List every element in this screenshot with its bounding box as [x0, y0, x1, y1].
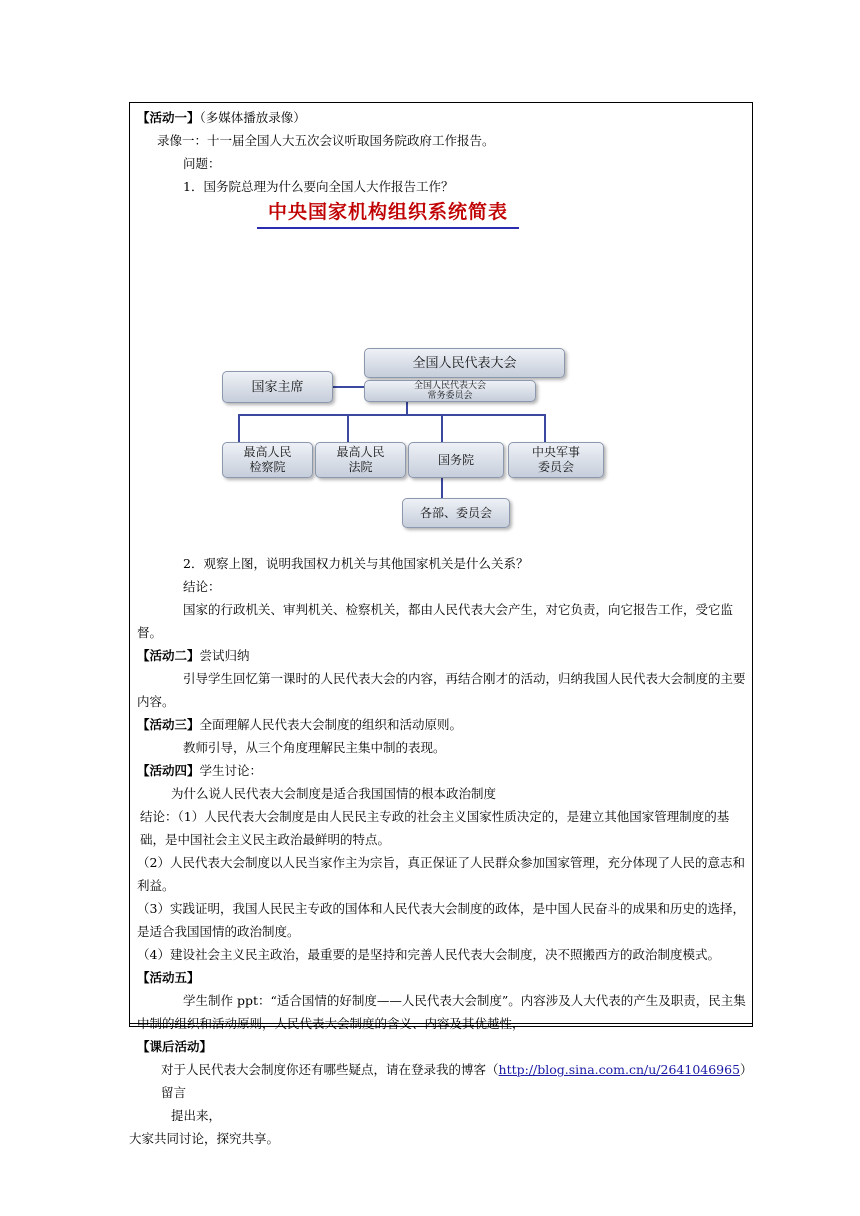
procuratorate-line2: 检察院: [249, 460, 286, 474]
npc-standing-line1: 全国人民代表大会: [413, 381, 486, 391]
ministries-box: 各部、委员会: [402, 498, 510, 528]
court-box: [315, 442, 406, 478]
military-commission-box: [508, 442, 604, 478]
activity4-point-4: （4）建设社会主义民主政治，最重要的是坚持和完善人民代表大会制度，决不照搬西方的政治制度模式。: [137, 947, 720, 962]
procuratorate-box: [222, 442, 313, 478]
npc-standing-line2: 常务委员会: [427, 391, 473, 401]
connector-line: [544, 414, 546, 442]
activity3-label: 【活动三】: [137, 717, 200, 732]
connector-line: [441, 476, 443, 500]
after-class-text-start: 对于人民代表大会制度你还有哪些疑点，请在登录我的博客（: [161, 1062, 499, 1077]
after-class-line3: 大家共同讨论，探究共享。: [129, 1131, 280, 1146]
procuratorate-line1: 最高人民: [243, 445, 292, 459]
activity3-text: 教师引导，从三个角度理解民主集中制的表现。: [183, 740, 446, 755]
activity1-label: 【活动一】: [137, 110, 200, 125]
question-2: 2．观察上图，说明我国权力机关与其他国家机关是什么关系？: [183, 556, 529, 571]
activity5-label: 【活动五】: [137, 970, 200, 985]
activity2-heading: [137, 644, 751, 667]
connector-line: [347, 414, 349, 442]
question-1: 1．国务院总理为什么要向全国人大作报告工作？: [183, 179, 454, 194]
court-line2: 法院: [348, 460, 373, 474]
state-council-box: 国务院: [408, 442, 504, 478]
npc-box: 全国人民代表大会: [364, 348, 565, 378]
activity5-heading: [137, 966, 751, 989]
military-line2: 委员会: [537, 460, 574, 474]
activity2-text: 引导学生回忆第一课时的人民代表大会的内容，再结合刚才的活动，归纳我国人民代表大会制度的主要内容。: [137, 671, 746, 709]
connector-line: [337, 388, 341, 390]
after-class-text: [137, 1058, 751, 1104]
conclusion-text: 国家的行政机关、审判机关、检察机关，都由人民代表大会产生，对它负责，向它报告工作，受它监督。: [137, 602, 734, 640]
activity4-title: 学生讨论：: [199, 763, 263, 778]
activity4-point-3: （3）实践证明，我国人民民主专政的国体和人民代表大会制度的政体，是中国人民奋斗的成果和历史的选择，是适合我国国情的政治制度。: [137, 901, 745, 939]
activity3-heading: [137, 713, 751, 736]
connector-line: [238, 414, 546, 416]
chart-title: 中央国家机构组织系统简表: [253, 201, 523, 224]
activity1-note: （多媒体播放录像）: [199, 110, 306, 125]
after-class-label: 【课后活动】: [137, 1039, 213, 1054]
npc-standing-committee-box: [364, 380, 536, 402]
activity3-title: 全面理解人民代表大会制度的组织和活动原则。: [199, 717, 463, 732]
after-class-text-end: ）留言: [161, 1062, 747, 1100]
activity4-label: 【活动四】: [137, 763, 200, 778]
connector-line: [406, 402, 408, 414]
document-body: [129, 106, 751, 1150]
activity2-title: 尝试归纳: [199, 648, 250, 663]
connector-line: [441, 414, 443, 444]
activity4-question: 为什么说人民代表大会制度是适合我国国情的根本政治制度: [171, 786, 497, 801]
president-box: 国家主席: [222, 371, 333, 403]
activity4-point-1: 结论：（1）人民代表大会制度是由人民民主专政的社会主义国家性质决定的，是建立其他国家管理制度的基础，是中国社会主义民主政治最鲜明的特点。: [140, 809, 730, 847]
after-class-line2: 提出来，: [171, 1108, 222, 1123]
conclusion-label: 结论：: [183, 579, 221, 594]
military-line1: 中央军事: [531, 445, 580, 459]
blog-link[interactable]: http://blog.sina.com.cn/u/2641046965: [498, 1062, 741, 1077]
video-line: 录像一：十一届全国人大五次会议听取国务院政府工作报告。: [157, 133, 495, 148]
question-label: 问题：: [183, 156, 221, 171]
connector-line: [238, 414, 240, 442]
activity5-text: 学生制作 ppt：“适合国情的好制度——人民代表大会制度”。内容涉及人大代表的产生及职责，民主集中制的组织和活动原则，人民代表大会制度的含义、内容及其优越性，: [137, 993, 746, 1031]
after-class-heading: [137, 1035, 751, 1058]
activity4-heading: [137, 759, 751, 782]
activity1-heading: [137, 106, 751, 129]
org-chart: [137, 198, 751, 520]
court-line1: 最高人民: [336, 445, 385, 459]
activity4-point-2: （2）人民代表大会制度以人民当家作主为宗旨，真正保证了人民群众参加国家管理，充分体现了人民的意志和利益。: [137, 855, 745, 893]
activity2-label: 【活动二】: [137, 648, 200, 663]
